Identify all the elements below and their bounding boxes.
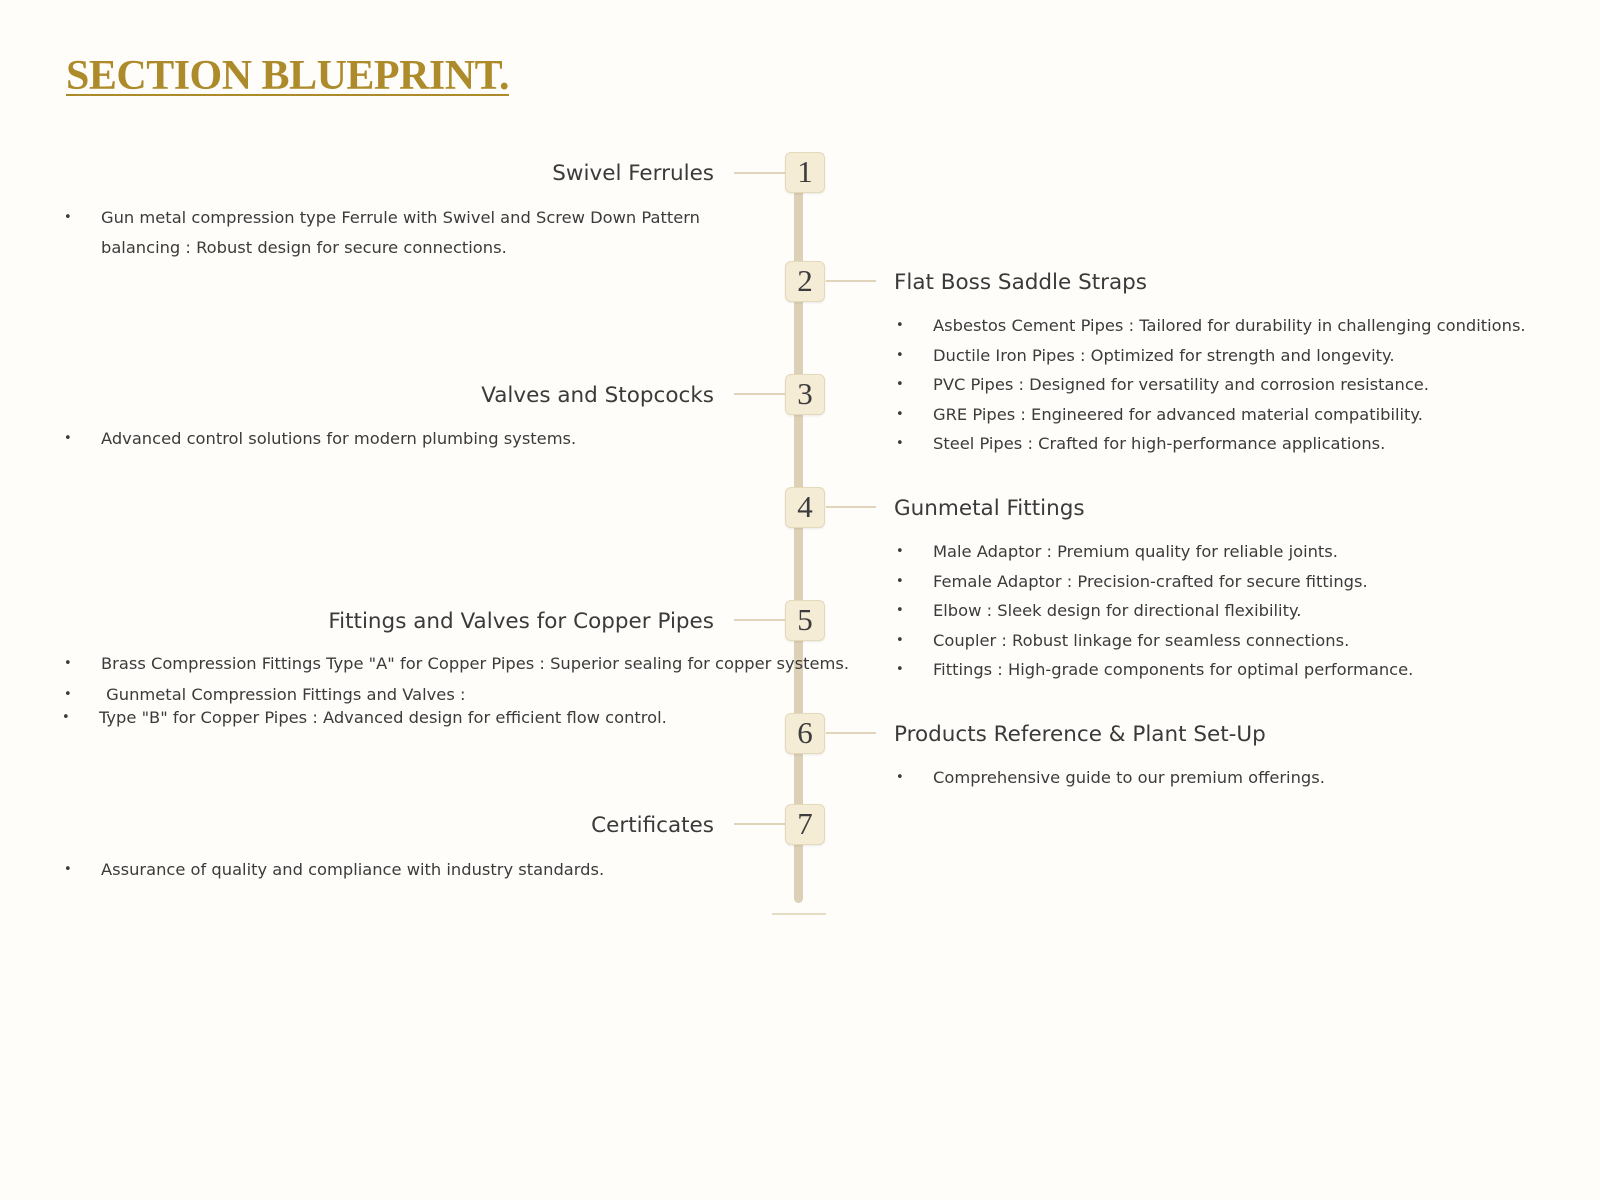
section-7-list	[64, 855, 605, 885]
list-item	[896, 655, 1414, 685]
section-heading-gunmetal-fittings: Gunmetal Fittings	[894, 496, 1085, 521]
section-number-badge-1: 1	[785, 152, 825, 193]
bullet-icon: •	[896, 632, 904, 648]
list-item-text: Elbow : Sleek design for directional flexibility.	[933, 601, 1302, 620]
bullet-icon: •	[896, 770, 904, 785]
list-item	[896, 400, 1526, 430]
section-6-list	[896, 763, 1325, 793]
section-number-badge-6: 6	[785, 713, 825, 754]
bullet-icon: •	[62, 710, 70, 725]
section-number-badge-4: 4	[785, 487, 825, 528]
list-item	[64, 424, 577, 454]
bullet-icon: •	[896, 377, 904, 392]
list-item	[896, 537, 1413, 567]
list-item	[64, 203, 701, 262]
list-item	[896, 370, 1526, 400]
list-item	[896, 567, 1413, 597]
bullet-icon: •	[64, 862, 72, 877]
list-item	[896, 311, 1526, 341]
section-heading-swivel-ferrules: Swivel Ferrules	[552, 161, 714, 186]
section-number-badge-5: 5	[785, 600, 825, 641]
list-item	[64, 650, 850, 678]
bullet-icon: •	[896, 603, 904, 618]
bullet-icon: •	[64, 210, 72, 225]
list-item	[896, 763, 1325, 793]
bullet-icon: •	[64, 656, 72, 671]
list-item-text: Fittings : High-grade components for optimal performance.	[933, 660, 1414, 679]
section-number-badge-7: 7	[785, 804, 825, 845]
list-item-text: Type "B" for Copper Pipes : Advanced design for efficient flow control.	[99, 708, 667, 727]
bullet-icon: •	[64, 687, 72, 702]
list-item-text: Coupler : Robust linkage for seamless connections.	[933, 630, 1350, 650]
section-4-list	[896, 537, 1414, 685]
connector-5	[734, 619, 786, 621]
section-number-badge-2: 2	[785, 261, 825, 302]
list-item-text: Gun metal compression type Ferrule with Swivel and Screw Down Pattern balancing : Robust design for secure connections.	[101, 208, 701, 257]
connector-6	[826, 732, 876, 734]
bullet-icon: •	[896, 347, 904, 363]
list-item-text: Assurance of quality and compliance with industry standards.	[101, 860, 605, 879]
list-item	[64, 855, 605, 885]
bullet-icon: •	[896, 436, 904, 451]
bullet-icon: •	[64, 431, 72, 446]
list-item	[896, 626, 1413, 656]
bullet-icon: •	[896, 573, 904, 589]
list-item	[62, 704, 849, 732]
timeline-end-line	[772, 913, 826, 915]
connector-1	[734, 172, 786, 174]
section-number-badge-3: 3	[785, 374, 825, 415]
section-5-list	[62, 650, 850, 732]
list-item-text: Male Adaptor : Premium quality for reliable joints.	[933, 542, 1338, 561]
bullet-icon: •	[896, 406, 904, 422]
connector-2	[826, 280, 876, 282]
list-item-text: GRE Pipes : Engineered for advanced material compatibility.	[933, 404, 1423, 424]
list-item-text: Brass Compression Fittings Type "A" for Copper Pipes : Superior sealing for copper systems.	[101, 654, 850, 673]
section-heading-flat-boss-saddle-straps: Flat Boss Saddle Straps	[894, 270, 1148, 295]
section-heading-products-reference-plant-setup: Products Reference & Plant Set-Up	[894, 722, 1266, 747]
section-heading-valves-and-stopcocks: Valves and Stopcocks	[481, 383, 714, 408]
connector-4	[826, 506, 876, 508]
section-1-list	[64, 203, 701, 262]
connector-3	[734, 393, 786, 395]
bullet-icon: •	[896, 662, 904, 677]
list-item-text: Advanced control solutions for modern plumbing systems.	[101, 429, 577, 448]
section-3-list	[64, 424, 577, 454]
bullet-icon: •	[896, 544, 904, 559]
list-item	[896, 341, 1526, 371]
list-item-text: Asbestos Cement Pipes : Tailored for durability in challenging conditions.	[933, 316, 1526, 335]
bullet-icon: •	[896, 318, 904, 333]
page-title: SECTION BLUEPRINT.	[66, 53, 509, 99]
list-item-text: Gunmetal Compression Fittings and Valves :	[101, 685, 466, 704]
section-2-list	[896, 311, 1526, 459]
list-item-text: Comprehensive guide to our premium offerings.	[933, 768, 1325, 787]
connector-7	[734, 823, 786, 825]
list-item	[896, 596, 1413, 626]
section-heading-fittings-and-valves-for-copper-pipes: Fittings and Valves for Copper Pipes	[328, 609, 714, 634]
list-item-text: Steel Pipes : Crafted for high-performance applications.	[933, 434, 1386, 453]
list-item-text: PVC Pipes : Designed for versatility and corrosion resistance.	[933, 375, 1429, 394]
section-heading-certificates: Certificates	[591, 813, 714, 838]
list-item-text: Female Adaptor : Precision-crafted for secure fittings.	[933, 571, 1368, 591]
list-item-text: Ductile Iron Pipes : Optimized for strength and longevity.	[933, 345, 1395, 365]
list-item	[896, 429, 1526, 459]
